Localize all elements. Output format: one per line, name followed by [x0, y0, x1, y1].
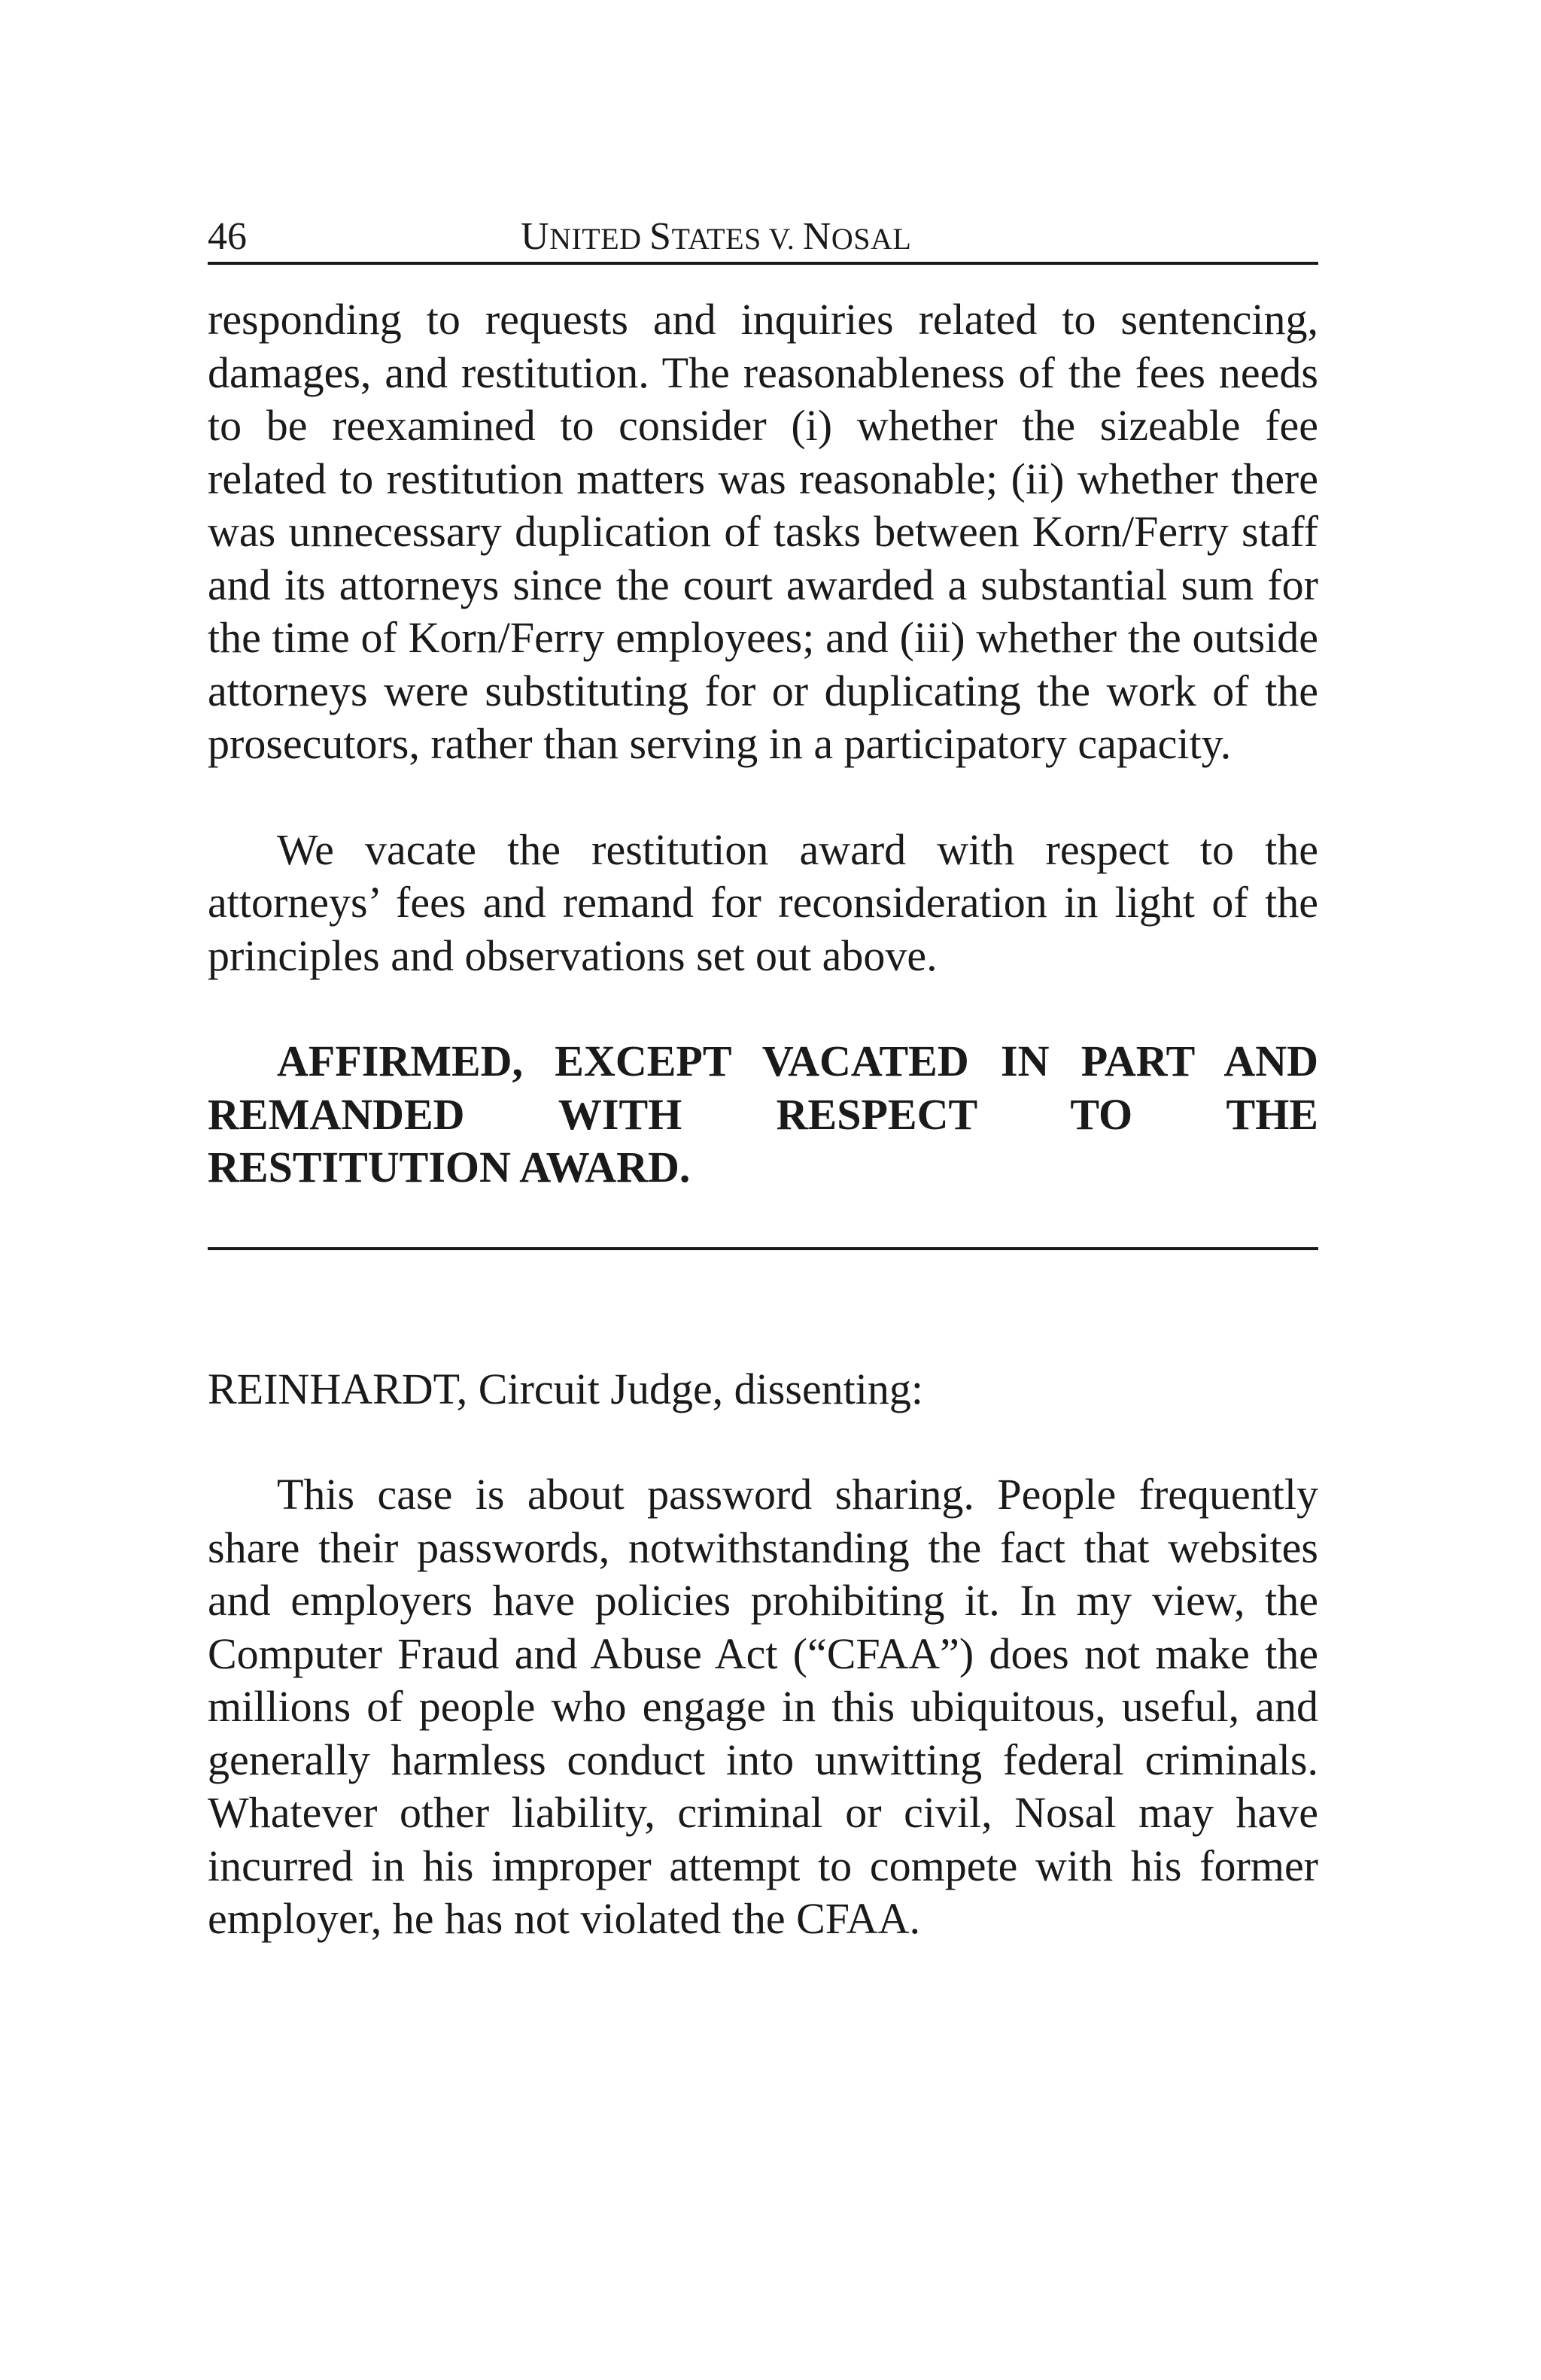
disposition-line-3: RESTITUTION AWARD.	[208, 1143, 691, 1192]
dissent-heading: REINHARDT, Circuit Judge, dissenting:	[208, 1364, 924, 1413]
document-page	[208, 212, 1318, 1946]
running-header	[208, 212, 1318, 265]
disposition-line-1: AFFIRMED, EXCEPT VACATED IN PART AND	[277, 1037, 1318, 1085]
disposition-line-2: REMANDED WITH RESPECT TO THE	[208, 1089, 1318, 1139]
section-divider	[208, 1247, 1318, 1250]
paragraph-fees-reexamination: responding to requests and inquiries related to sentencing, damages, and restitution. The reasonableness of the fees needs to be reexamined to consider (i) whether the sizeable fee related to restitution matters was reasonable; (ii) whether there was unnecessary duplication of tasks between Korn/Ferry staff and its attorneys since the court awarded a substantial sum for the time of Korn/Ferry employees; and (iii) whether the outside attorneys were substituting for or duplicating the work of the prosecutors, rather than serving in a participatory capacity.	[208, 295, 1318, 768]
case-caption: UNITED STATES V. NOSAL	[521, 215, 912, 258]
paragraph-vacate-remand: We vacate the restitution award with respect to the attorneys’ fees and remand for reconsideration in light of the principles and observations set out above.	[208, 824, 1318, 980]
paragraph-dissent-opening: This case is about password sharing. People frequently share their passwords, notwithstanding the fact that websites and employers have policies prohibiting it. In my view, the Computer Fraud and Abuse Act (“CFAA”) does not make the millions of people who engage in this ubiquitous, useful, and generally harmless conduct into unwitting federal criminals. Whatever other liability, criminal or civil, Nosal may have incurred in his improper attempt to compete with his former employer, he has not violated the CFAA.	[208, 1470, 1318, 1943]
page-number: 46	[208, 215, 247, 258]
disposition	[208, 1035, 1318, 1195]
